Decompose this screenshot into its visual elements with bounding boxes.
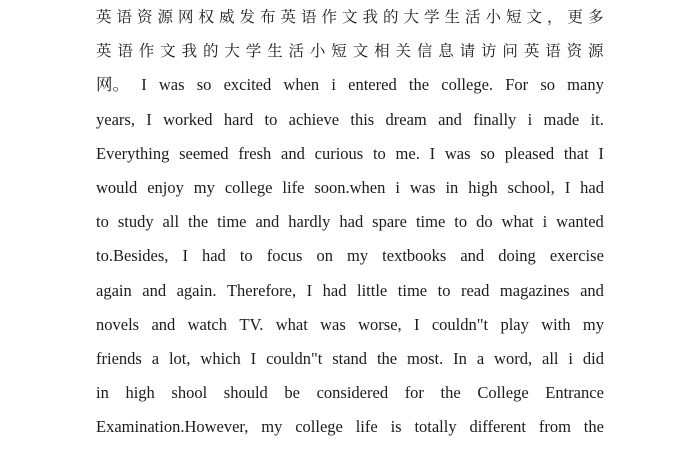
text-word: the (376, 348, 398, 368)
text-word: play (500, 314, 529, 334)
text-word: focus (266, 246, 303, 266)
text-word: all (162, 212, 180, 232)
text-word: shool (171, 383, 208, 403)
text-word: TV. (239, 314, 264, 334)
text-word: this (350, 109, 375, 129)
text-word: i (568, 348, 573, 368)
text-word: entered (348, 75, 397, 95)
text-word: high (125, 383, 155, 403)
text-word: a (476, 348, 485, 368)
text-word: 短 (506, 8, 522, 26)
text-word: i (395, 177, 400, 197)
text-word: 生 (444, 8, 461, 26)
text-word: and (151, 314, 176, 334)
text-word: Examination.However, (96, 417, 249, 437)
text-word: fresh (238, 143, 272, 163)
text-word: and (460, 246, 485, 266)
text-word: 活 (465, 8, 481, 26)
text-word: college (295, 417, 343, 437)
text-word: and (142, 280, 167, 300)
text-word: hardly (288, 212, 331, 232)
text-word: novels (96, 314, 140, 334)
text-word: 威 (219, 8, 235, 26)
text-word: was (409, 177, 436, 197)
text-line-line-8 (96, 239, 604, 273)
text-word: hard (223, 109, 254, 129)
text-word: pleased (504, 143, 555, 163)
text-word: I (429, 143, 436, 163)
text-word: did (582, 348, 604, 368)
text-word: couldn"t (431, 314, 489, 334)
text-word: 息 (438, 42, 454, 61)
text-word: the (188, 212, 209, 232)
text-line-line-9 (96, 274, 604, 308)
text-line-line-6 (96, 171, 604, 205)
text-word: 的 (383, 8, 399, 26)
text-word: study (117, 212, 154, 232)
text-word: to (96, 212, 109, 232)
text-word: 布 (260, 8, 276, 26)
text-word: Therefore, (226, 280, 297, 300)
text-word: I (141, 75, 147, 95)
text-word: college. (441, 75, 494, 95)
text-word: 关 (395, 42, 412, 61)
text-line-line-13 (96, 410, 604, 444)
text-word: lot, (168, 348, 191, 368)
text-word: with (541, 314, 571, 334)
text-word: watch (187, 314, 228, 334)
text-word: when (283, 75, 320, 95)
text-word: the (583, 417, 604, 437)
text-word: is (390, 417, 402, 437)
text-word: I (564, 177, 571, 197)
text-word: 作 (138, 42, 155, 61)
text-word: all (542, 348, 559, 368)
text-word: in (445, 177, 459, 197)
text-word: 小 (485, 8, 502, 26)
text-word: 学 (424, 8, 440, 26)
text-word: 信 (416, 42, 433, 61)
text-word: I (414, 314, 420, 334)
text-word: the (440, 383, 461, 403)
text-word: 英 (523, 42, 540, 61)
text-word: years, (96, 109, 135, 129)
text-word: achieve (288, 109, 340, 129)
text-word: for (404, 383, 424, 403)
text-word: 短 (331, 42, 347, 61)
text-word: my (193, 177, 215, 197)
text-word: a (151, 348, 160, 368)
text-word: worse, (358, 314, 402, 334)
text-word: stand (332, 348, 368, 368)
text-word: time (217, 212, 247, 232)
text-word: seemed (179, 143, 229, 163)
text-word: life (282, 177, 305, 197)
text-word: 源 (587, 42, 604, 61)
text-word: so (196, 75, 212, 95)
text-word: couldn"t (266, 348, 323, 368)
text-word: my (582, 314, 604, 334)
text-line-line-1 (96, 0, 604, 34)
text-word: i (542, 212, 548, 232)
text-word: finally (473, 109, 517, 129)
text-word: was (444, 143, 471, 163)
text-word: which (200, 348, 241, 368)
text-word: textbooks (382, 246, 447, 266)
text-word: my (261, 417, 283, 437)
text-word: 更 (567, 8, 584, 26)
text-word: time (415, 212, 446, 232)
text-word: 资 (137, 8, 153, 26)
text-word: 发 (239, 8, 256, 26)
text-word: was (158, 75, 185, 95)
text-word: to (437, 280, 451, 300)
text-word: different (469, 417, 526, 437)
text-word: most. (407, 348, 444, 368)
text-line-line-3 (96, 68, 604, 102)
document-text-body (96, 0, 604, 470)
text-word: totally (414, 417, 457, 437)
text-word: worked (163, 109, 213, 129)
text-word: should (223, 383, 268, 403)
text-word: 小 (309, 42, 326, 61)
text-word: to (239, 246, 253, 266)
text-word: 语 (545, 42, 561, 61)
text-word: 多 (588, 8, 604, 26)
text-word: 问 (502, 42, 519, 61)
text-word: and (580, 280, 604, 300)
text-word: had (201, 246, 226, 266)
text-line-line-11 (96, 342, 604, 376)
text-word: considered (316, 383, 389, 403)
text-word: soon.when (314, 177, 386, 197)
text-word: 访 (481, 42, 497, 61)
text-word: read (460, 280, 490, 300)
text-word: I (306, 280, 313, 300)
text-word: excited (223, 75, 272, 95)
text-word: time (397, 280, 428, 300)
text-word: 英 (96, 42, 112, 61)
text-word: 网 (178, 8, 194, 26)
text-word: 语 (117, 42, 134, 61)
text-word: it. (590, 109, 604, 129)
text-word: me. (395, 143, 420, 163)
text-word: again. (176, 280, 217, 300)
text-word: do (476, 212, 493, 232)
text-word: many (567, 75, 604, 95)
text-word: 资 (566, 42, 583, 61)
text-word: Entrance (545, 383, 604, 403)
text-word: was (320, 314, 346, 334)
text-word: 英 (280, 8, 297, 26)
text-word: 生 (267, 42, 283, 61)
text-word: friends (96, 348, 142, 368)
text-word: so (540, 75, 555, 95)
text-word: and (438, 109, 462, 129)
text-line-line-10 (96, 308, 604, 342)
text-line-line-4 (96, 103, 604, 137)
text-word: enjoy (147, 177, 184, 197)
text-word: wanted (556, 212, 604, 232)
text-word: 我 (362, 8, 379, 26)
text-word: 学 (245, 42, 262, 61)
text-word: college (224, 177, 273, 197)
text-word: in (96, 383, 109, 403)
text-word: 活 (288, 42, 305, 61)
text-word: I (250, 348, 257, 368)
text-word: For (505, 75, 529, 95)
text-word: 作 (321, 8, 338, 26)
text-word: the (408, 75, 430, 95)
text-word: 文 (352, 42, 369, 61)
text-word: curious (314, 143, 364, 163)
text-word: and (255, 212, 280, 232)
text-word: 文 (342, 8, 358, 26)
text-word: In (453, 348, 467, 368)
text-word: to (454, 212, 468, 232)
text-word: 语 (116, 8, 133, 26)
text-word: I (146, 109, 152, 129)
text-word: I (598, 143, 604, 163)
text-line-line-5 (96, 137, 604, 171)
text-word: 网。 (96, 75, 129, 95)
text-word: my (347, 246, 369, 266)
text-word: Everything (96, 143, 170, 163)
text-line-line-7 (96, 205, 604, 239)
text-word: dream (385, 109, 427, 129)
text-word: 权 (198, 8, 215, 26)
text-word: what (275, 314, 308, 334)
text-word: 英 (96, 8, 112, 26)
text-word: on (316, 246, 333, 266)
text-word: 源 (157, 8, 174, 26)
text-word: school, (507, 177, 555, 197)
text-word: had (580, 177, 604, 197)
text-word: i (331, 75, 336, 95)
text-word: from (538, 417, 571, 437)
text-word: 我 (181, 42, 198, 61)
text-word: to.Besides, (96, 246, 169, 266)
text-word: word, (494, 348, 533, 368)
text-word: 大 (403, 8, 420, 26)
text-word: to (264, 109, 278, 129)
text-word: College (477, 383, 529, 403)
text-word: had (322, 280, 347, 300)
text-word: 大 (224, 42, 241, 61)
text-word: had (339, 212, 364, 232)
text-word: be (284, 383, 300, 403)
text-word: would (96, 177, 138, 197)
text-word: 文 (160, 42, 176, 61)
text-word: that (563, 143, 589, 163)
text-word: again (96, 280, 132, 300)
text-line-line-12 (96, 376, 604, 410)
text-word: and (281, 143, 305, 163)
text-word: what (501, 212, 534, 232)
text-word: life (355, 417, 378, 437)
text-word: little (357, 280, 388, 300)
text-word: I (182, 246, 188, 266)
text-word: 语 (301, 8, 317, 26)
text-word: spare (372, 212, 407, 232)
text-word: magazines (499, 280, 570, 300)
text-word: 的 (202, 42, 219, 61)
text-line-line-2 (96, 34, 604, 68)
text-word: 请 (459, 42, 476, 61)
text-word: ， (547, 8, 563, 26)
text-word: doing (498, 246, 536, 266)
text-word: exercise (549, 246, 604, 266)
text-word: to (372, 143, 386, 163)
text-word: i (527, 109, 533, 129)
text-word: 相 (374, 42, 390, 61)
text-word: so (480, 143, 495, 163)
text-word: made (543, 109, 580, 129)
text-word: high (468, 177, 498, 197)
text-word: 文 (526, 8, 543, 26)
